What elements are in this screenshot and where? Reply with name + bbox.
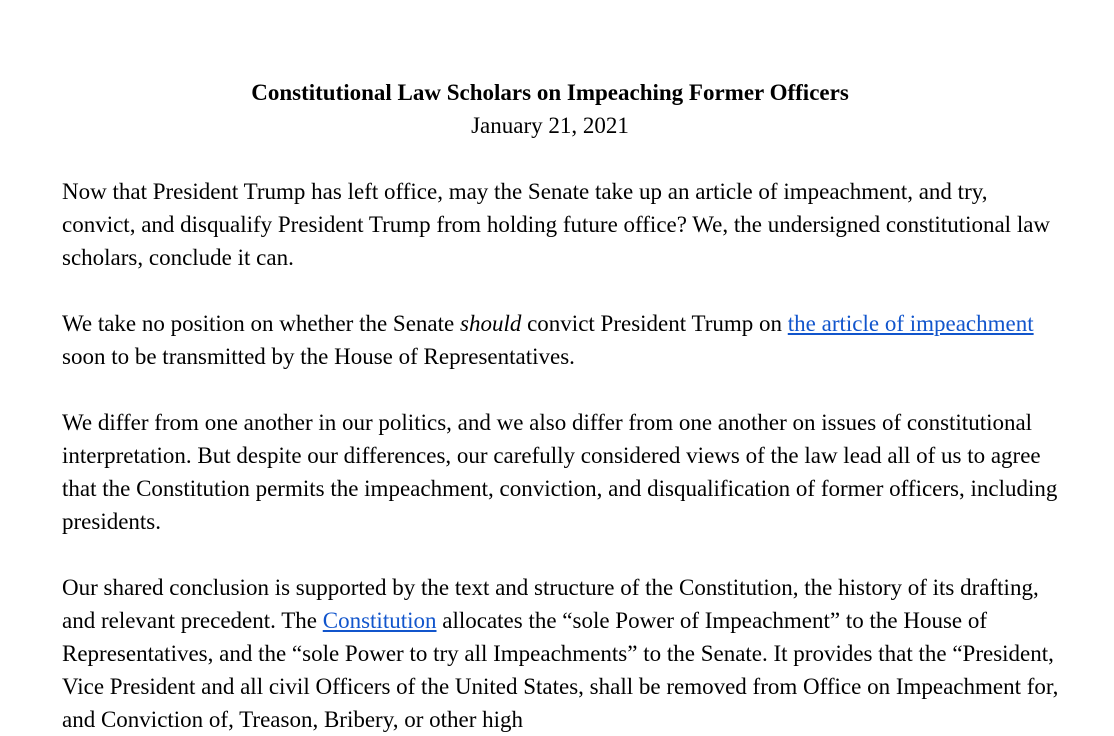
paragraph-2-text: We take no position on whether the Senate (62, 311, 460, 336)
document-page (62, 76, 1062, 736)
paragraph-4-text: allocates the “sole Power of Impeachment” to the House of Representatives, and the “sole Power to try all Impeachments” to the Senate. It provides that the “President, Vice President and all civil Officers of the United States, shall be removed from Office on Impeachment for, and Conviction of, Treason, Bribery, or other high (62, 608, 1059, 732)
paragraph-2-text: convict President Trump on (521, 311, 788, 336)
constitution-link[interactable]: Constitution (322, 608, 437, 633)
paragraph-2-text: soon to be transmitted by the House of Representatives. (62, 344, 575, 369)
document-title: Constitutional Law Scholars on Impeaching Former Officers (251, 80, 849, 105)
paragraph-3: We differ from one another in our politics, and we also differ from one another on issues of constitutional interpretation. But despite our differences, our carefully considered views of the law lead all of us to agree that the Constitution permits the impeachment, conviction, and disqualification of former officers, including presidents. (62, 410, 1058, 534)
emphasis-should: should (460, 311, 522, 336)
paragraph-1: Now that President Trump has left office, may the Senate take up an article of impeachment, and try, convict, and disqualify President Trump from holding future office? We, the undersigned constitutional law scholars, conclude it can. (62, 179, 1051, 270)
paragraph-4-text: Our shared conclusion is supported by the text and structure of the Constitution, the history of its drafting, and relevant precedent. The (62, 575, 1039, 633)
document-date: January 21, 2021 (471, 113, 629, 138)
article-of-impeachment-link[interactable]: the article of impeachment (787, 311, 1034, 336)
paragraph-4 (62, 571, 1062, 736)
paragraph-2 (62, 307, 1062, 373)
